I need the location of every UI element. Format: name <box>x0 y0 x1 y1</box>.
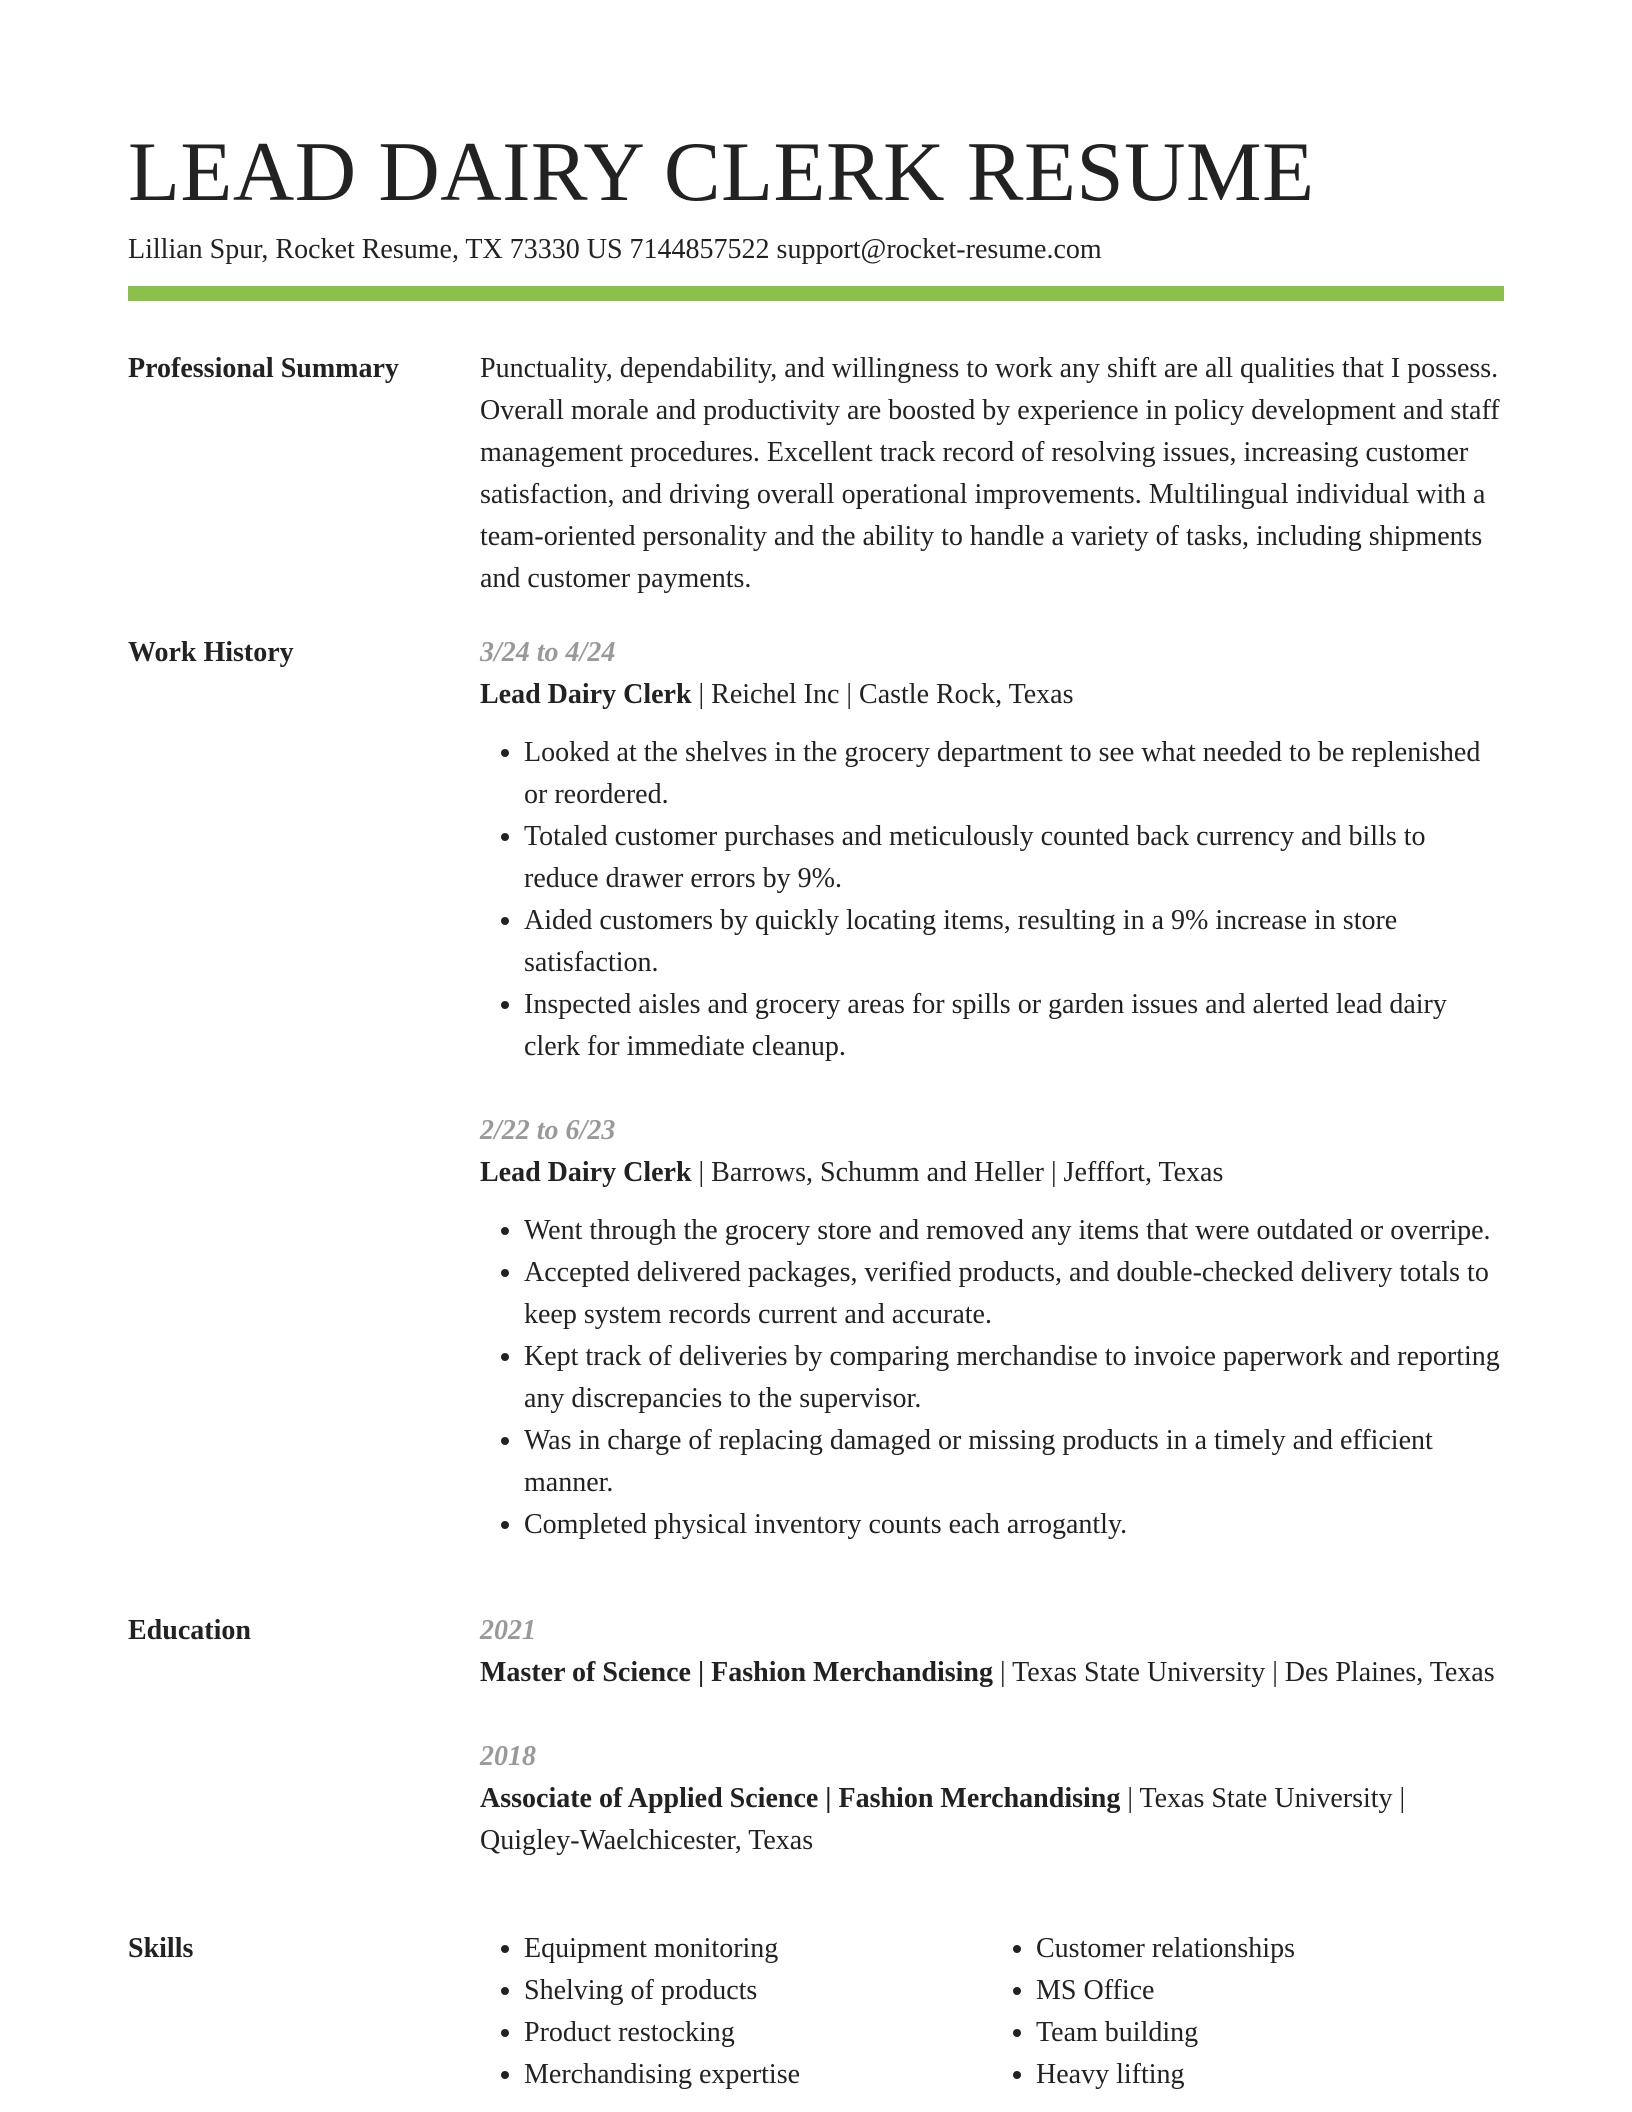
list-item: • Totaled customer purchases and meticulously counted back currency and bills to reduce drawer errors by 9%. <box>524 816 1504 900</box>
list-item: • Completed physical inventory counts each arrogantly. <box>524 1504 1504 1546</box>
education-body <box>480 1610 1504 1862</box>
job-date: 2/22 to 6/23 <box>480 1115 616 1146</box>
job-entry <box>480 632 1504 1068</box>
job-date: 3/24 to 4/24 <box>480 637 616 668</box>
skill-item: • Heavy lifting <box>1036 2054 1504 2096</box>
skill-item: • Shelving of products <box>524 1970 992 2012</box>
job-title: Lead Dairy Clerk <box>480 679 692 710</box>
list-item: • Inspected aisles and grocery areas for spills or garden issues and alerted lead dairy clerk for immediate cleanup. <box>524 984 1504 1068</box>
skill-item: • Equipment monitoring <box>524 1928 992 1970</box>
degree-name: Master of Science | Fashion Merchandising <box>480 1657 993 1688</box>
skills-body <box>480 1928 1504 2096</box>
skills-list-left <box>480 1928 992 2096</box>
summary-text: Punctuality, dependability, and willingness to work any shift are all qualities that I possess. Overall morale and productivity are boosted by experience in policy development and staff management procedures. Excellent track record of resolving issues, increasing customer satisfaction, and driving overall operational improvements. Multilingual individual with a team-oriented personality and the ability to handle a variety of tasks, including shipments and customer payments. <box>480 353 1500 594</box>
work-history-label: Work History <box>128 637 294 668</box>
list-item: • Accepted delivered packages, verified products, and double-checked delivery totals to keep system records current and accurate. <box>524 1252 1504 1336</box>
education-date: 2018 <box>480 1741 536 1772</box>
list-item: • Kept track of deliveries by comparing merchandise to invoice paperwork and reporting any discrepancies to the supervisor. <box>524 1336 1504 1420</box>
job-title: Lead Dairy Clerk <box>480 1157 692 1188</box>
skill-item: • MS Office <box>1036 1970 1504 2012</box>
education-date: 2021 <box>480 1615 536 1646</box>
job-heading <box>480 674 1504 716</box>
job-details: | Barrows, Schumm and Heller | Jefffort, Texas <box>691 1157 1224 1188</box>
job-bullets <box>480 1210 1504 1546</box>
education-details: | Texas State University | Des Plaines, Texas <box>993 1657 1495 1688</box>
summary-body <box>480 348 1504 600</box>
skill-item: • Customer relationships <box>1036 1928 1504 1970</box>
job-bullets <box>480 732 1504 1068</box>
job-details: | Reichel Inc | Castle Rock, Texas <box>691 679 1074 710</box>
resume-title: LEAD DAIRY CLERK RESUME <box>128 125 1315 219</box>
header-divider <box>128 286 1504 301</box>
list-item: • Looked at the shelves in the grocery department to see what needed to be replenished or reordered. <box>524 732 1504 816</box>
skills-columns <box>480 1928 1504 2096</box>
skill-item: • Merchandising expertise <box>524 2054 992 2096</box>
education-entry <box>480 1610 1504 1694</box>
skills-list-right <box>992 1928 1504 2096</box>
job-heading <box>480 1152 1504 1194</box>
contact-line: Lillian Spur, Rocket Resume, TX 73330 US 7144857522 support@rocket-resume.com <box>128 234 1102 265</box>
education-label: Education <box>128 1615 251 1646</box>
list-item: • Aided customers by quickly locating items, resulting in a 9% increase in store satisfaction. <box>524 900 1504 984</box>
list-item: • Was in charge of replacing damaged or missing products in a timely and efficient manner. <box>524 1420 1504 1504</box>
education-heading <box>480 1652 1504 1694</box>
skills-label: Skills <box>128 1933 194 1964</box>
education-details: | Texas State University | Quigley-Waelchicester, Texas <box>480 1783 1406 1856</box>
list-item: • Went through the grocery store and removed any items that were outdated or overripe. <box>524 1210 1504 1252</box>
skill-item: • Product restocking <box>524 2012 992 2054</box>
degree-name: Associate of Applied Science | Fashion Merchandising <box>480 1783 1121 1814</box>
education-heading <box>480 1778 1504 1862</box>
job-entry <box>480 1110 1504 1546</box>
work-history-body <box>480 632 1504 1546</box>
summary-label: Professional Summary <box>128 353 399 384</box>
education-entry <box>480 1736 1504 1862</box>
skill-item: • Team building <box>1036 2012 1504 2054</box>
